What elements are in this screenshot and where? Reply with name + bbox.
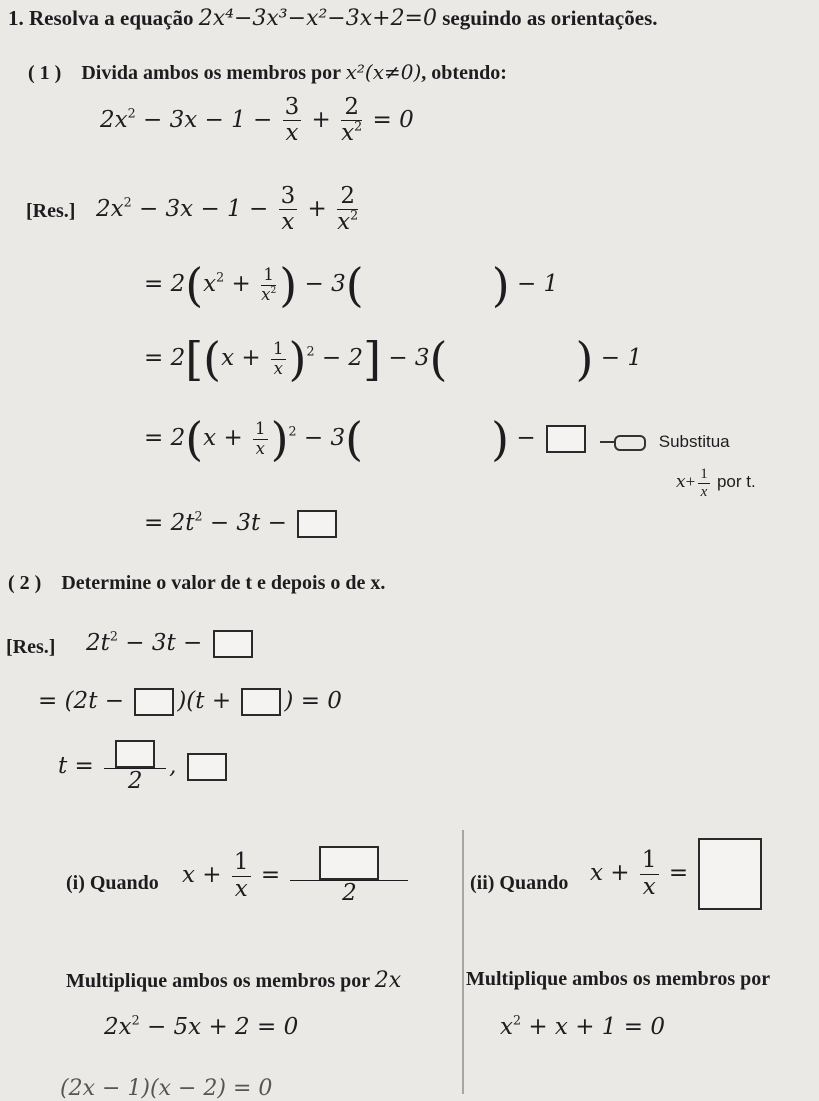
blank-box[interactable] xyxy=(297,510,337,538)
part2-instruction xyxy=(8,572,385,595)
part2-line3: t = 2 , xyxy=(58,740,230,794)
hint-suffix: por t. xyxy=(716,471,756,491)
part1-label: ( 1 ) xyxy=(28,62,62,84)
blank-box[interactable] xyxy=(213,630,253,658)
hint-line2: x+ $\frac{1}{x}$ por t. xyxy=(676,466,756,500)
case-i-equation: $2x^2 - 5x + 2 = 0$ xyxy=(104,1012,299,1040)
blank-box[interactable] xyxy=(241,688,281,716)
hint-text: Substitua xyxy=(658,432,730,451)
part2-line2: = (2t − )(t + ) = 0 xyxy=(38,688,342,714)
blank-box[interactable] xyxy=(546,425,586,453)
case-ii-expr: x + $\frac{1}{x}$ = xyxy=(590,838,765,910)
pointing-hand-icon xyxy=(614,435,646,451)
part1-suffix: , obtendo: xyxy=(421,62,507,84)
part2-label: ( 2 ) xyxy=(8,572,42,594)
res-label-2: [Res.] xyxy=(6,636,56,658)
blank-box[interactable] xyxy=(187,753,227,781)
blank-box[interactable] xyxy=(115,740,155,768)
case-ii-label: (ii) Quando xyxy=(470,872,569,894)
case-ii-equation: $x^2 + x + 1 = 0$ xyxy=(500,1012,665,1040)
problem-equation: 2x⁴−3x³−x²−3x+2=0 xyxy=(198,6,437,31)
case-i-partial: (2x − 1)(x − 2) = 0 xyxy=(60,1076,273,1101)
part2-text: Determine o valor de t e depois o de x. xyxy=(61,572,386,594)
blank-box[interactable] xyxy=(319,846,379,880)
step-2: = 2[(x + $\frac{1}{x}$ )$^2$ − 2] − 3( ) − 1 xyxy=(144,332,642,386)
problem-suffix: seguindo as orientações. xyxy=(442,6,658,30)
case-ii-instruction: Multiplique ambos os membros por xyxy=(466,968,771,990)
part1-divisor: x²(x≠0) xyxy=(345,60,422,84)
column-divider xyxy=(462,830,464,1094)
step-0: $2x^2 - 3x - 1$ − $\frac{3}{x}$ + $\frac{2}{x^2}$ xyxy=(96,183,359,236)
case-i-label: (i) Quando xyxy=(66,872,159,894)
part2-line1: $2t^2 - 3t$ − xyxy=(86,630,256,658)
part1-instruction xyxy=(28,60,507,85)
hint-line1 xyxy=(614,432,730,452)
blank-box[interactable] xyxy=(698,838,762,910)
res-label-1: [Res.] xyxy=(26,200,76,222)
step-4: = $2t^2 - 3t$ − xyxy=(144,510,340,538)
part1-result-equation: $2x^2 - 3x - 1$ − $\frac{3}{x}$ + $\frac{2}{x^2}$ = 0 xyxy=(100,94,414,147)
blank-box[interactable] xyxy=(134,688,174,716)
part1-text: Divida ambos os membros por xyxy=(81,62,341,84)
step-3: = 2(x + $\frac{1}{x}$ )$^2$ − 3( ) − xyxy=(144,416,589,462)
problem-intro: Resolva a equação xyxy=(29,6,194,30)
problem-header xyxy=(8,6,658,31)
problem-number: 1. xyxy=(8,6,24,30)
case-i-expr: x + $\frac{1}{x}$ = 2 xyxy=(182,846,411,906)
case-i-instruction: Multiplique ambos os membros por 2x xyxy=(66,968,402,993)
step-1: = $2(x^2$ + $\frac{1}{x^2}$ ) − 3( ) − 1 xyxy=(144,258,559,312)
